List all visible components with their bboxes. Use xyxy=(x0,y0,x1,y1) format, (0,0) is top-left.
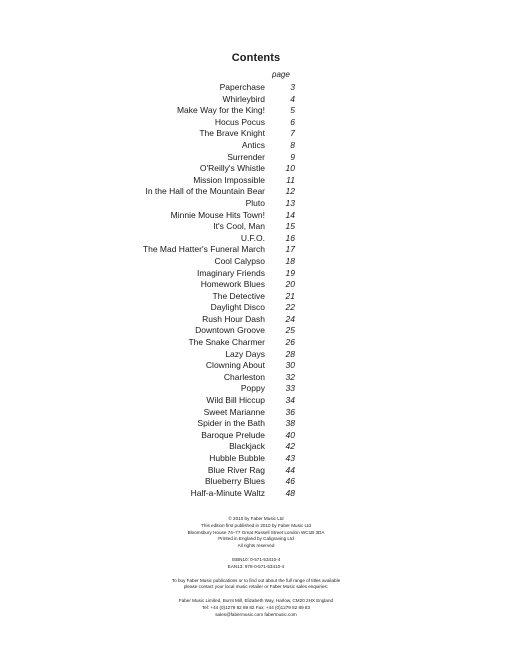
toc-entry-page: 25 xyxy=(285,325,295,336)
toc-entry-page: 3 xyxy=(290,82,295,92)
toc-entry xyxy=(0,140,512,152)
imprint-line: This edition first published in 2010 by Faber Music Ltd xyxy=(201,522,311,528)
toc-entry-page: 40 xyxy=(285,429,295,440)
toc-entry xyxy=(0,360,512,372)
toc-entry-title: The Snake Charmer xyxy=(188,337,265,348)
toc-entry xyxy=(0,163,512,175)
toc-entry-page: 42 xyxy=(285,441,295,452)
toc-entry-page: 26 xyxy=(285,337,295,348)
toc-entry-page: 30 xyxy=(285,360,295,371)
toc-entry xyxy=(0,372,512,384)
toc-entry-title: Rush Hour Dash xyxy=(202,313,265,324)
toc-entry-title: The Brave Knight xyxy=(199,128,265,139)
imprint-line: © 2010 by Faber Music Ltd xyxy=(228,516,284,521)
imprint-line: EAN13: 978-0-571-53410-4 xyxy=(227,563,285,569)
toc-entry xyxy=(0,198,512,210)
toc-entry xyxy=(0,430,512,442)
toc-entry-title: Whirleybird xyxy=(222,93,265,104)
enquiries-block xyxy=(0,578,512,592)
toc-entry-page: 17 xyxy=(285,244,295,255)
toc-entry-page: 19 xyxy=(285,267,295,278)
toc-entry-page: 9 xyxy=(290,151,295,162)
toc-entry-title: Mission Impossible xyxy=(193,174,265,185)
toc-entry-page: 4 xyxy=(290,93,295,104)
copyright-block xyxy=(0,516,512,550)
imprint-line: To buy Faber Music publications or to find out about the full range of titles available xyxy=(171,577,341,583)
toc-entry-page: 5 xyxy=(290,105,295,116)
imprint-line: All rights reserved xyxy=(237,543,275,549)
toc-entry xyxy=(0,210,512,222)
toc-entry-page: 7 xyxy=(290,128,295,139)
toc-entry-page: 43 xyxy=(285,453,295,463)
toc-entry-page: 8 xyxy=(290,139,295,150)
toc-entry-page: 34 xyxy=(285,395,295,406)
imprint-line: Bloomsbury House 74–77 Great Russell Street London WC1B 3DA xyxy=(187,529,325,535)
toc-entry xyxy=(0,256,512,268)
imprint-line: Printed in England by Caligraving Ltd xyxy=(218,536,294,542)
toc-entry-title: Hocus Pocus xyxy=(214,116,265,127)
toc-entry xyxy=(0,337,512,349)
toc-entry-title: Daylight Disco xyxy=(210,302,265,313)
toc-entry-page: 22 xyxy=(285,302,295,313)
imprint-line: sales@fabermusic.com fabermusic.com xyxy=(215,611,297,617)
toc-entry-title: Baroque Prelude xyxy=(201,429,265,440)
toc-entry-title: Poppy xyxy=(240,383,265,394)
toc-entry xyxy=(0,383,512,395)
toc-entry xyxy=(0,268,512,280)
toc-entry xyxy=(0,407,512,419)
toc-entry xyxy=(0,314,512,326)
imprint-line: Tel: +44 (0)1279 82 89 82 Fax: +44 (0)1279 82 89 83 xyxy=(201,604,311,610)
imprint-line: please contact your local music retailer or Faber Music sales enquiries: xyxy=(183,584,329,590)
toc-entry-page: 36 xyxy=(285,406,295,417)
toc-entry-page: 15 xyxy=(285,221,295,232)
toc-entry xyxy=(0,476,512,488)
toc-entry-page: 13 xyxy=(285,197,295,208)
toc-entry-title: O'Reilly's Whistle xyxy=(199,163,265,174)
toc-entry-title: It's Cool, Man xyxy=(213,221,265,232)
toc-entry-page: 32 xyxy=(285,371,295,382)
toc-entry-title: Blueberry Blues xyxy=(204,476,265,487)
toc-entry-title: Lazy Days xyxy=(225,348,265,359)
toc-entry-title: Clowning About xyxy=(205,360,265,371)
toc-entry-title: Minnie Mouse Hits Town! xyxy=(170,209,265,220)
toc-entry-title: Pluto xyxy=(245,197,265,208)
toc-entry-title: Cool Calypso xyxy=(214,255,265,266)
toc-entry-title: Paperchase xyxy=(219,82,265,92)
toc-entry xyxy=(0,117,512,129)
toc-entry xyxy=(0,441,512,453)
toc-entry-page: 14 xyxy=(285,209,295,220)
toc-entry-title: Half-a-Minute Waltz xyxy=(190,487,265,498)
toc-entry xyxy=(0,325,512,337)
toc-entry xyxy=(0,453,512,465)
toc-entry xyxy=(0,291,512,303)
contents-list xyxy=(0,82,512,499)
toc-entry-title: The Mad Hatter's Funeral March xyxy=(142,244,265,255)
toc-entry-page: 10 xyxy=(285,163,295,174)
toc-entry-title: Blue River Rag xyxy=(207,464,265,475)
toc-entry-page: 16 xyxy=(285,232,295,243)
toc-entry xyxy=(0,186,512,198)
toc-entry-page: 48 xyxy=(285,487,295,498)
contact-block xyxy=(0,598,512,618)
toc-entry-title: Blackjack xyxy=(229,441,265,452)
toc-entry-title: Imaginary Friends xyxy=(196,267,265,278)
toc-entry-title: Antics xyxy=(241,139,265,150)
toc-entry-title: Hubble Bubble xyxy=(209,453,265,463)
toc-entry-page: 38 xyxy=(285,418,295,429)
imprint-line: ISBN10: 0-571-53410-4 xyxy=(231,556,281,562)
toc-entry-title: Surrender xyxy=(227,151,265,162)
toc-entry-page: 20 xyxy=(285,279,295,290)
toc-entry xyxy=(0,395,512,407)
toc-entry xyxy=(0,105,512,117)
toc-entry-page: 44 xyxy=(285,464,295,475)
imprint-line: Faber Music Limited, Burnt Mill, Elizabeth Way, Harlow, CM20 2HX England xyxy=(178,598,334,604)
toc-entry-page: 18 xyxy=(285,255,295,266)
imprint-block xyxy=(0,516,512,619)
toc-entry-page: 46 xyxy=(285,476,295,487)
toc-entry xyxy=(0,94,512,106)
toc-entry-page: 6 xyxy=(290,116,295,127)
toc-entry-title: Charleston xyxy=(223,371,265,382)
toc-entry-page: 24 xyxy=(285,313,295,324)
toc-entry-title: In the Hall of the Mountain Bear xyxy=(145,186,265,197)
isbn-block xyxy=(0,557,512,571)
toc-entry xyxy=(0,488,512,500)
toc-entry xyxy=(0,233,512,245)
toc-entry-title: Homework Blues xyxy=(200,279,265,290)
toc-entry-title: Downtown Groove xyxy=(195,325,265,336)
toc-entry xyxy=(0,349,512,361)
toc-entry-page: 28 xyxy=(285,348,295,359)
toc-entry-title: Sweet Marianne xyxy=(203,406,265,417)
toc-entry xyxy=(0,175,512,187)
toc-entry-title: Wild Bill Hiccup xyxy=(206,395,265,406)
toc-entry-title: Spider in the Bath xyxy=(197,418,265,429)
toc-entry xyxy=(0,82,512,94)
toc-entry xyxy=(0,302,512,314)
toc-entry-page: 12 xyxy=(285,186,295,197)
page-column-header: page xyxy=(272,70,290,79)
toc-entry xyxy=(0,128,512,140)
toc-entry-page: 11 xyxy=(286,174,295,185)
toc-entry-page: 21 xyxy=(285,290,295,301)
toc-entry xyxy=(0,221,512,233)
toc-entry-title: The Detective xyxy=(212,290,265,301)
page-title: Contents xyxy=(231,52,281,64)
toc-entry-title: U.F.O. xyxy=(240,232,265,243)
toc-entry xyxy=(0,465,512,477)
toc-entry-title: Make Way for the King! xyxy=(176,105,265,116)
toc-entry xyxy=(0,152,512,164)
toc-entry xyxy=(0,244,512,256)
toc-entry-page: 33 xyxy=(285,383,295,394)
toc-entry xyxy=(0,418,512,430)
toc-entry xyxy=(0,279,512,291)
